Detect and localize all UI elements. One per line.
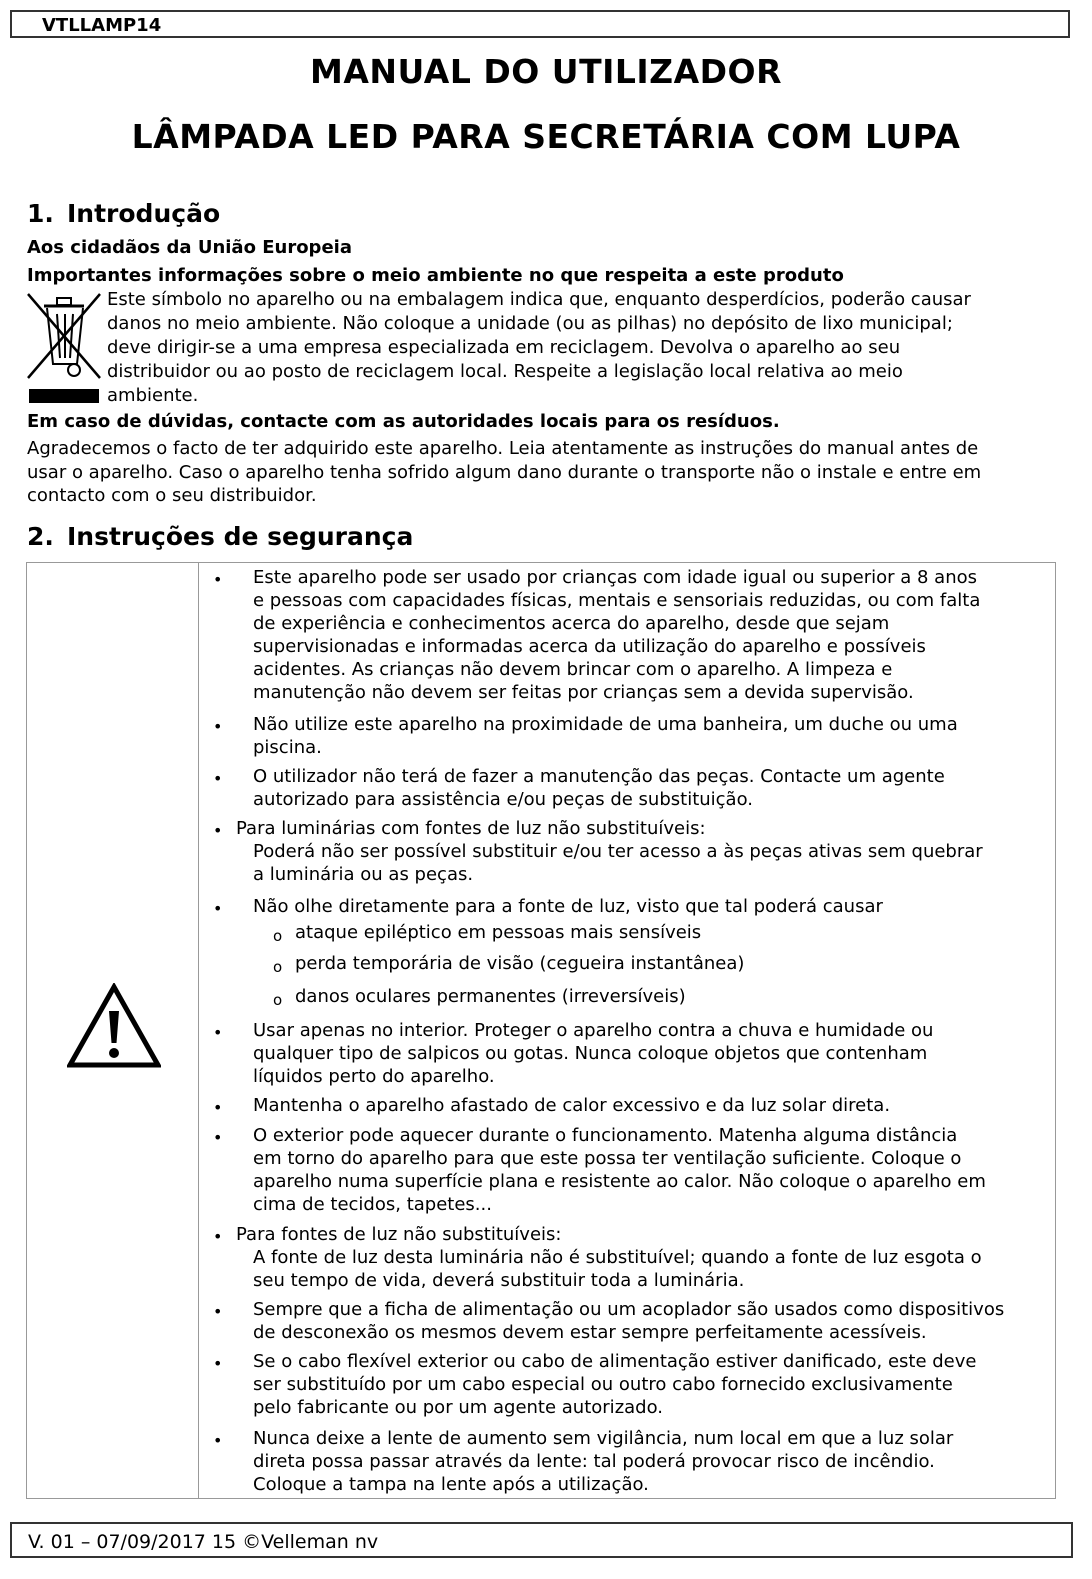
- safety-items: [27, 563, 1055, 1498]
- safety-item: [253, 1427, 1043, 1496]
- safety-item: [253, 713, 1043, 759]
- item-line: pelo fabricante ou por um agente autorizado.: [253, 1397, 664, 1418]
- item-line: qualquer tipo de salpicos ou gotas. Nunca coloque objetos que contenham: [253, 1043, 928, 1064]
- safety-instructions-table: [26, 562, 1056, 1499]
- item-line: Este aparelho pode ser usado por crianças com idade igual ou superior a 8 anos: [253, 567, 977, 588]
- bullet: •: [213, 769, 223, 788]
- product-title: LÂMPADA LED PARA SECRETÁRIA COM LUPA: [131, 117, 961, 156]
- item-line: de desconexão os mesmos devem estar sempre perfeitamente acessíveis.: [253, 1322, 927, 1343]
- item-line: O exterior pode aquecer durante o funcionamento. Matenha alguma distância: [253, 1125, 958, 1146]
- item-line: Coloque a tampa na lente após a utilização.: [253, 1474, 649, 1495]
- product-code: VTLLAMP14: [42, 15, 162, 36]
- bullet: •: [213, 570, 223, 589]
- manual-title: MANUAL DO UTILIZADOR: [310, 52, 782, 91]
- item-line: Usar apenas no interior. Proteger o aparelho contra a chuva e humidade ou: [253, 1020, 934, 1041]
- weee-line: Este símbolo no aparelho ou na embalagem indica que, enquanto desperdícios, poderão causar: [107, 289, 971, 310]
- item-line: acidentes. As crianças não devem brincar com o aparelho. A limpeza e: [253, 659, 893, 680]
- item-line: Se o cabo flexível exterior ou cabo de alimentação estiver danificado, este deve: [253, 1351, 977, 1372]
- safety-item: [253, 1350, 1043, 1419]
- item-line: A fonte de luz desta luminária não é substituível; quando a fonte de luz esgota o: [253, 1247, 982, 1268]
- sub-item: danos oculares permanentes (irreversíveis): [295, 986, 686, 1007]
- item-line: em torno do aparelho para que este possa ter ventilação suficiente. Coloque o: [253, 1148, 962, 1169]
- section-number: 1.: [27, 199, 54, 228]
- item-line: direta possa passar através da lente: tal poderá provocar risco de incêndio.: [253, 1451, 935, 1472]
- safety-item: [253, 566, 1043, 704]
- item-line: Sempre que a ficha de alimentação ou um acoplador são usados como dispositivos: [253, 1299, 1005, 1320]
- footer-text: V. 01 – 07/09/2017 15 ©Velleman nv: [28, 1531, 379, 1553]
- document-footer: [10, 1522, 1073, 1558]
- safety-item: [253, 1094, 1043, 1117]
- weee-line: distribuidor ou ao posto de reciclagem local. Respeite a legislação local relativa ao meio: [107, 361, 903, 382]
- weee-notice: [107, 288, 1047, 408]
- weee-line: deve dirigir-se a uma empresa especializada em reciclagem. Devolva o aparelho ao seu: [107, 337, 901, 358]
- item-line: Não utilize este aparelho na proximidade de uma banheira, um duche ou uma: [253, 714, 958, 735]
- safety-item: [253, 1019, 1043, 1088]
- item-line: e pessoas com capacidades físicas, mentais e sensoriais reduzidas, ou com falta: [253, 590, 981, 611]
- item-line: Mantenha o aparelho afastado de calor excessivo e da luz solar direta.: [253, 1095, 891, 1116]
- safety-item: [236, 817, 1046, 886]
- section-number: 2.: [27, 522, 54, 551]
- section-1-heading: [27, 199, 220, 228]
- bullet: •: [213, 1302, 223, 1321]
- section-title: Instruções de segurança: [67, 522, 414, 551]
- doubts-notice: Em caso de dúvidas, contacte com as autoridades locais para os resíduos.: [27, 411, 780, 432]
- bullet: •: [213, 1431, 223, 1450]
- item-line: seu tempo de vida, deverá substituir toda a luminária.: [253, 1270, 745, 1291]
- paragraph-line: contacto com o seu distribuidor.: [27, 485, 317, 506]
- document-header: [10, 10, 1070, 38]
- environment-subheading: Importantes informações sobre o meio ambiente no que respeita a este produto: [27, 265, 844, 286]
- safety-item: [236, 1223, 1046, 1292]
- sub-bullet: o: [273, 958, 283, 976]
- bullet: •: [213, 899, 223, 918]
- item-line: Nunca deixe a lente de aumento sem vigilância, num local em que a luz solar: [253, 1428, 954, 1449]
- item-line: a luminária ou as peças.: [253, 864, 474, 885]
- section-title: Introdução: [67, 199, 221, 228]
- item-line: de experiência e conhecimentos acerca do aparelho, desde que sejam: [253, 613, 890, 634]
- item-line: autorizado para assistência e/ou peças de substituição.: [253, 789, 754, 810]
- weee-line: danos no meio ambiente. Não coloque a unidade (ou as pilhas) no depósito de lixo municipal;: [107, 313, 953, 334]
- item-line: cima de tecidos, tapetes...: [253, 1194, 492, 1215]
- sub-bullet: o: [273, 991, 283, 1009]
- bullet: •: [213, 1227, 223, 1246]
- item-line: aparelho numa superfície plana e resistente ao calor. Não coloque o aparelho em: [253, 1171, 986, 1192]
- bullet: •: [213, 1128, 223, 1147]
- item-line: Para fontes de luz não substituíveis:: [236, 1224, 562, 1245]
- item-line: piscina.: [253, 737, 322, 758]
- safety-item: [253, 1298, 1043, 1344]
- item-line: manutenção não devem ser feitas por crianças sem a devida supervisão.: [253, 682, 914, 703]
- item-line: O utilizador não terá de fazer a manutenção das peças. Contacte um agente: [253, 766, 945, 787]
- safety-item: [253, 1124, 1043, 1216]
- eu-citizens-subheading: Aos cidadãos da União Europeia: [27, 237, 352, 258]
- item-line: Para luminárias com fontes de luz não substituíveis:: [236, 818, 706, 839]
- paragraph-line: usar o aparelho. Caso o aparelho tenha sofrido algum dano durante o transporte não o instale e entre em: [27, 461, 982, 483]
- sub-bullet: o: [273, 927, 283, 945]
- item-line: líquidos perto do aparelho.: [253, 1066, 495, 1087]
- safety-item: [253, 895, 1043, 918]
- safety-item: [253, 765, 1043, 811]
- bullet: •: [213, 1023, 223, 1042]
- item-line: Poderá não ser possível substituir e/ou ter acesso a às peças ativas sem quebrar: [253, 841, 983, 862]
- paragraph-line: Agradecemos o facto de ter adquirido este aparelho. Leia atentamente as instruções do manual antes de: [27, 438, 979, 459]
- item-line: ser substituído por um cabo especial ou outro cabo fornecido exclusivamente: [253, 1374, 953, 1395]
- bullet: •: [213, 717, 223, 736]
- thanks-paragraph: [27, 437, 1067, 508]
- item-line: supervisionadas e informadas acerca da utilização do aparelho e possíveis: [253, 636, 926, 657]
- sub-item: perda temporária de visão (cegueira instantânea): [295, 953, 745, 974]
- bullet: •: [213, 1354, 223, 1373]
- bullet: •: [213, 1098, 223, 1117]
- weee-bin-icon: [26, 292, 102, 404]
- item-line: Não olhe diretamente para a fonte de luz, visto que tal poderá causar: [253, 896, 883, 917]
- sub-item: ataque epiléptico em pessoas mais sensíveis: [295, 922, 702, 943]
- section-2-heading: [27, 522, 413, 551]
- bullet: •: [213, 821, 223, 840]
- weee-line: ambiente.: [107, 385, 199, 406]
